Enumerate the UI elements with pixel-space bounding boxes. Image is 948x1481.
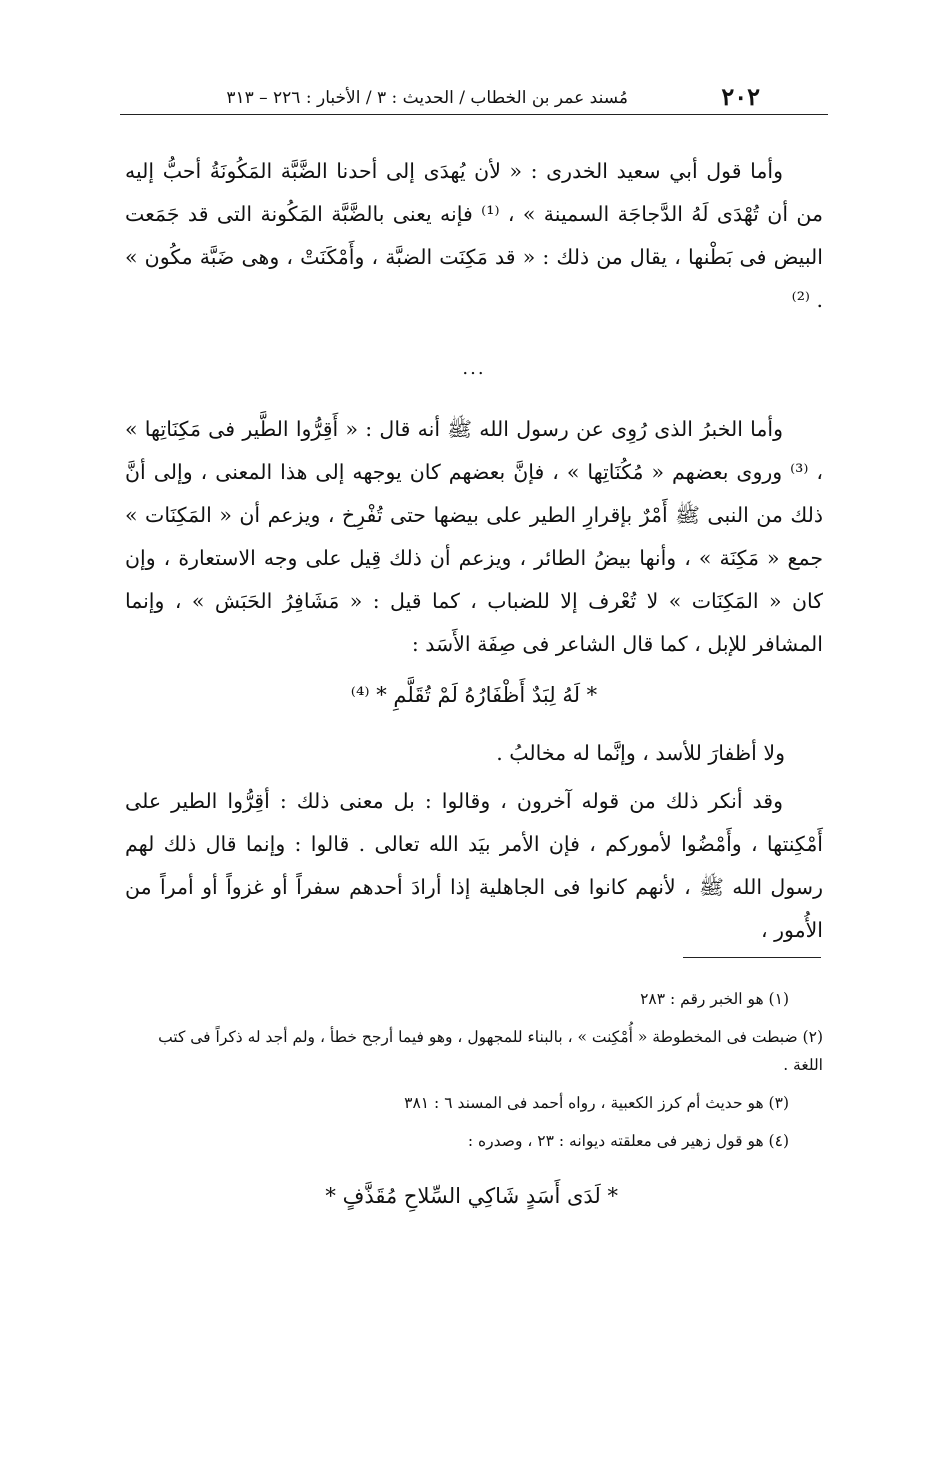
footnote-4: (٤) هو قول زهير فى معلقته ديوانه : ٢٣ ، وصدره :: [467, 1132, 789, 1150]
paragraph-1: [125, 150, 823, 322]
footnote-3: (٣) هو حديث أم كرز الكعبية ، رواه أحمد فى المسند ٦ : ٣٨١: [404, 1094, 789, 1112]
running-header: [120, 82, 828, 115]
footnotes: [125, 985, 823, 1165]
running-title: مُسند عمر بن الخطاب / الحديث : ٣ / الأخبار : ٢٢٦ – ٣١٣: [226, 88, 628, 108]
poetry-verse: * لَهُ لِبَدٌ أَظْفَارُهُ لَمْ تُقَلَّمِ * ⁽⁴⁾: [350, 683, 598, 707]
paragraph-text: وقد أنكر ذلك من قوله آخرون ، وقالوا : بل معنى ذلك : أقِرُّوا الطير على أَمْكِنتها ، وأَمْضُوا لأموركم ، فإن الأمر بيَد الله تعالى . قالوا : وإنما قال ذلك لهم رسول الله ﷺ ، لأنهم كانوا فى الجاهلية إذا أرادَ أحدهم سفراً أو غزواً أو أمراً من الأُمور ،: [125, 789, 823, 942]
paragraph-text: وأما الخبرُ الذى رُوِى عن رسول الله ﷺ أنه قال : « أَقِرُّوا الطَّير فى مَكِنَاتِها » ، ⁽³⁾ وروى بعضهم « مُكُنَاتِها » ، فإنَّ بعضهم كان يوجهه إلى هذا المعنى ، وإلى أنَّ ذلك من النبى ﷺ أَمْرٌ بإقرارِ الطير على بيضها حتى تُفْرِخ ، ويزعم أن « المَكِنَات » جمع « مَكِنَة » ، وأنها بيضُ الطائر ، ويزعم أن ذلك قِيل على وجه الاستعارة ، وإن كان « المَكِنَات » لا تُعْرف إلا للضباب ، كما قيل : « مَشَافِرُ الحَبَش » ، وإنما المشافر للإبل ، كما قال الشاعر فى صِفَة الأَسَد :: [125, 417, 824, 656]
footnote-divider: [683, 957, 821, 958]
footnote-verse: * لَدَى أَسَدٍ شَاكِي السِّلاحِ مُقَذَّفٍ *: [325, 1184, 618, 1208]
section-separator: ...: [462, 358, 486, 379]
page-number: ٢٠٢: [721, 82, 760, 111]
footnote-1: (١) هو الخبر رقم : ٢٨٣: [640, 990, 789, 1008]
paragraph-text: وأما قول أبي سعيد الخدرى : « لأن يُهدَى إلى أحدنا الضَّبَّة المَكُونَةُ أحبُّ إليه من أن تُهْدَى لَهُ الدَّجاجَة السمينة » ، ⁽¹⁾ فإنه يعنى بالضَّبَّة المَكُونة التى قد جَمَعت البيض فى بَطْنها ، يقال من ذلك : « قد مَكِنَت الضبَّة ، وأَمْكَنَتْ ، وهى ضَبَّة مكُون » . ⁽²⁾: [125, 159, 823, 312]
paragraph-2: [125, 408, 823, 666]
paragraph-after-verse: ولا أظفارَ للأسد ، وإنَّما له مخالبُ .: [496, 741, 785, 765]
footnote-2: (٢) ضبطت فى المخطوطة « أُمْكِنت » ، بالبناء للمجهول ، وهو فيما أرجح خطأ ، ولم أجد له ذكراً فى كتب اللغة .: [158, 1028, 823, 1074]
paragraph-3: [125, 780, 823, 952]
